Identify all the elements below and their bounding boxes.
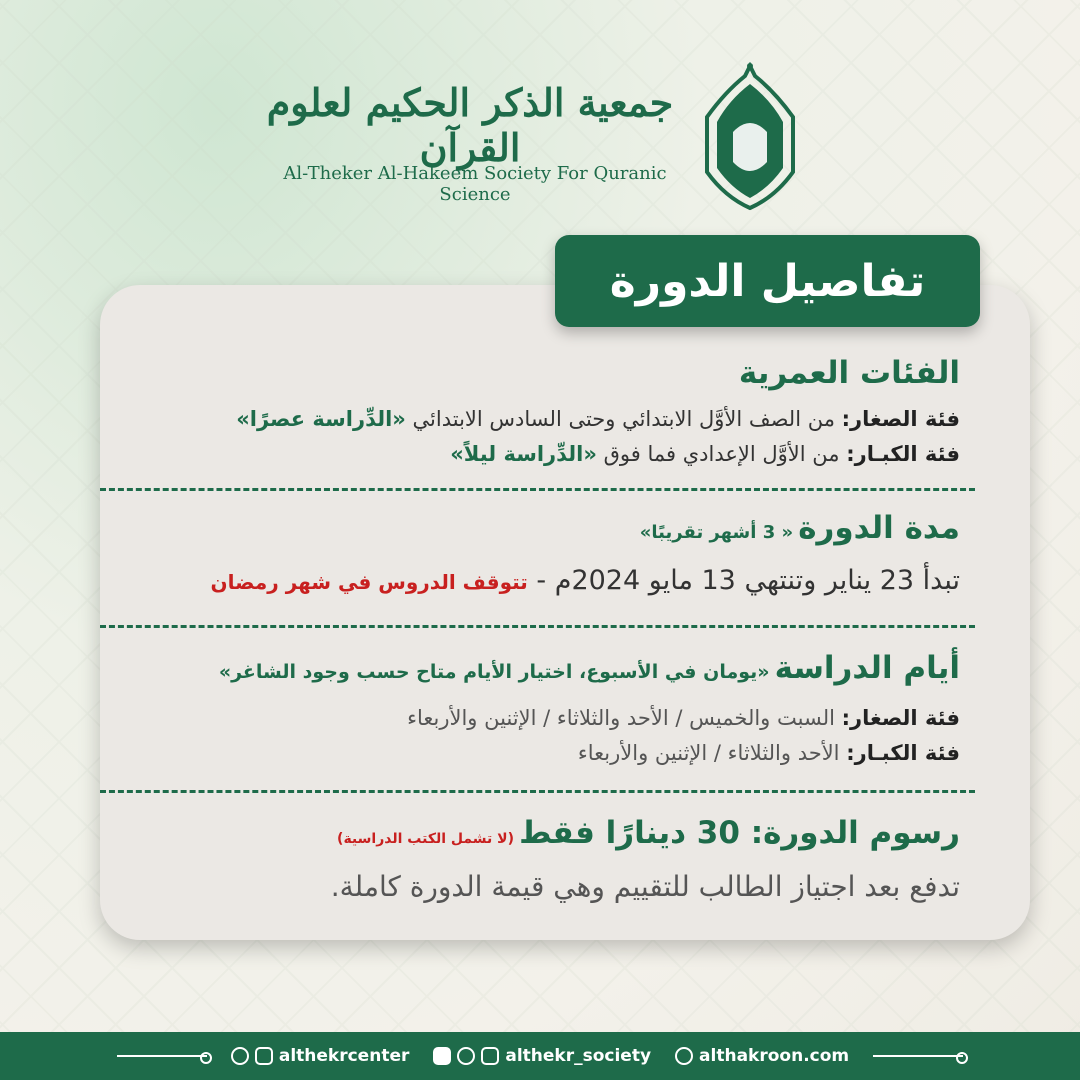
- age-small-label: فئة الصغار:: [841, 407, 960, 431]
- fees-note: (لا تشمل الكتب الدراسية): [337, 831, 514, 847]
- handle-2-text: althekr_society: [505, 1046, 652, 1066]
- website-link[interactable]: [675, 1046, 849, 1066]
- days-big-label: فئة الكبـار:: [846, 741, 960, 765]
- org-name-english: Al-Theker Al-Hakeem Society For Quranic Science: [283, 163, 667, 205]
- youtube-icon: [433, 1047, 451, 1065]
- days-small-list: السبت والخميس / الأحد والثلاثاء / الإثنين والأربعاء: [407, 706, 835, 730]
- days-big-row: [100, 741, 960, 765]
- society-logo-emblem: [695, 62, 805, 212]
- instagram-icon: [231, 1047, 249, 1065]
- age-small-text: من الصف الأوَّل الابتدائي وحتى السادس الابتدائي: [412, 407, 835, 431]
- duration-heading-row: [100, 510, 960, 546]
- age-big-label: فئة الكبـار:: [846, 442, 960, 466]
- age-small-row: [100, 407, 960, 431]
- org-name-arabic: جمعية الذكر الحكيم لعلوم القرآن: [266, 80, 674, 170]
- fees-heading: رسوم الدورة: 30 دينارًا فقط: [519, 815, 960, 851]
- days-small-row: [100, 706, 960, 730]
- separator-1: [100, 488, 975, 491]
- social-handle-2[interactable]: [433, 1046, 651, 1066]
- duration-heading: مدة الدورة: [798, 510, 960, 546]
- days-big-list: الأحد والثلاثاء / الإثنين والأربعاء: [577, 741, 840, 765]
- separator-2: [100, 625, 975, 628]
- days-heading: أيام الدراسة: [774, 650, 960, 686]
- age-big-text: من الأوَّل الإعدادي فما فوق: [603, 442, 840, 466]
- footer-deco-left: [117, 1055, 207, 1057]
- footer-content: [0, 1032, 1080, 1080]
- title-banner: [555, 235, 980, 327]
- footer-deco-right: [873, 1055, 963, 1057]
- handle-1-text: althekrcenter: [278, 1046, 410, 1066]
- footer-bar: [0, 1032, 1080, 1080]
- days-note: «يومان في الأسبوع، اختيار الأيام متاح حسب وجود الشاغر»: [218, 661, 770, 683]
- age-groups-heading: الفئات العمرية: [738, 355, 960, 391]
- globe-icon: [675, 1047, 693, 1065]
- twitter-icon: [255, 1047, 273, 1065]
- duration-note: « 3 أشهر تقريبًا»: [639, 522, 794, 543]
- age-small-note: «الدِّراسة عصرًا»: [236, 407, 406, 431]
- days-heading-row: [100, 650, 960, 686]
- duration-dates: تبدأ 23 يناير وتنتهي 13 مايو 2024م -: [536, 565, 960, 596]
- ramadan-notice: تتوقف الدروس في شهر رمضان: [210, 570, 528, 594]
- social-handle-1[interactable]: [231, 1046, 410, 1066]
- age-big-row: [100, 442, 960, 466]
- age-big-note: «الدِّراسة ليلاً»: [450, 442, 597, 466]
- duration-dates-row: [100, 565, 960, 596]
- instagram-icon-2: [457, 1047, 475, 1065]
- page-title: تفاصيل الدورة: [609, 255, 926, 307]
- fees-heading-row: [100, 815, 960, 851]
- days-small-label: فئة الصغار:: [841, 706, 960, 730]
- separator-3: [100, 790, 975, 793]
- fees-text: تدفع بعد اجتياز الطالب للتقييم وهي قيمة الدورة كاملة.: [330, 870, 960, 903]
- twitter-icon-2: [481, 1047, 499, 1065]
- website-text: althakroon.com: [699, 1046, 850, 1066]
